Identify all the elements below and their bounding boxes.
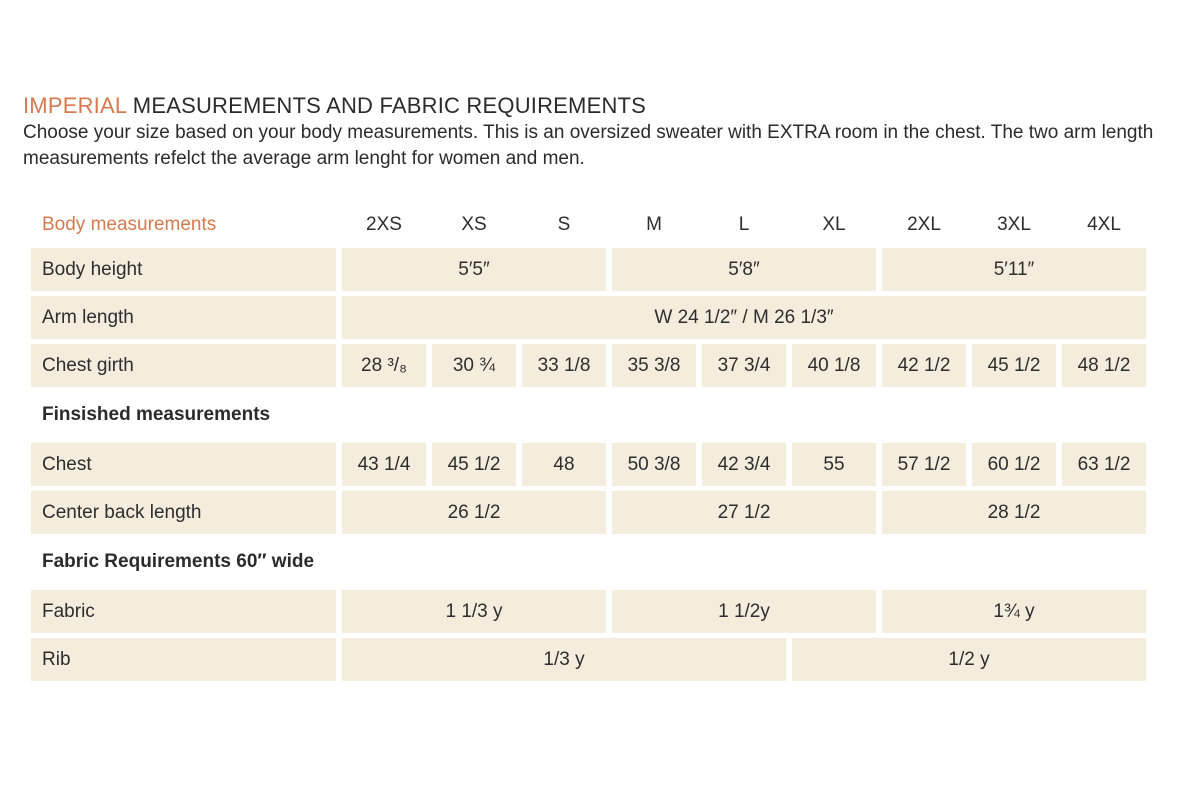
table-cell: W 24 1/2″ / M 26 1/3″: [342, 296, 1146, 339]
table-cell: 37 3/4: [702, 344, 786, 387]
row-label: Chest girth: [31, 344, 336, 387]
table-cell: 55: [792, 443, 876, 486]
page-title: [23, 93, 1183, 119]
row-label: Arm length: [31, 296, 336, 339]
table-row: [31, 443, 1146, 486]
table-cell: 1/3 y: [342, 638, 786, 681]
table-cell: 30 ¾: [432, 344, 516, 387]
table-cell: 28 ³/₈: [342, 344, 426, 387]
table-cell: 5′11″: [882, 248, 1146, 291]
row-label: Body height: [31, 248, 336, 291]
table-cell: 5′5″: [342, 248, 606, 291]
table-cell: 1/2 y: [792, 638, 1146, 681]
table-cell: 57 1/2: [882, 443, 966, 486]
finished-measurements-heading: Finsished measurements: [42, 404, 271, 425]
table-cell: 50 3/8: [612, 443, 696, 486]
table-cell: 33 1/8: [522, 344, 606, 387]
table-row: [31, 491, 1146, 534]
section-row: [31, 392, 1146, 438]
table-cell: 42 3/4: [702, 443, 786, 486]
title-accent: IMPERIAL: [23, 93, 127, 118]
table-cell: 27 1/2: [612, 491, 876, 534]
table-cell: 40 1/8: [792, 344, 876, 387]
row-label: Fabric: [31, 590, 336, 633]
table-cell: 48: [522, 443, 606, 486]
size-header: 3XL: [997, 214, 1031, 235]
size-header: XS: [461, 214, 487, 235]
table-cell: 1 1/2y: [612, 590, 876, 633]
table-cell: 63 1/2: [1062, 443, 1146, 486]
table-row: [31, 344, 1146, 387]
page-description: Choose your size based on your body measurements. This is an oversized sweater with EXTRA room in the chest. The two arm length measurements refelct the average arm lenght for women and men.: [23, 122, 1154, 169]
table-cell: 42 1/2: [882, 344, 966, 387]
table-row: [31, 296, 1146, 339]
table-cell: 60 1/2: [972, 443, 1056, 486]
table-cell: 48 1/2: [1062, 344, 1146, 387]
size-header: 2XL: [907, 214, 941, 235]
table-cell: 45 1/2: [432, 443, 516, 486]
row-label: Center back length: [31, 491, 336, 534]
table-cell: 1 1/3 y: [342, 590, 606, 633]
header: [23, 93, 1183, 172]
size-header: 4XL: [1087, 214, 1121, 235]
table-cell: 26 1/2: [342, 491, 606, 534]
table-cell: 28 1/2: [882, 491, 1146, 534]
table-row: [31, 590, 1146, 633]
size-header: 2XS: [366, 214, 402, 235]
table-row: [31, 248, 1146, 291]
table-cell: 43 1/4: [342, 443, 426, 486]
row-label: Chest: [31, 443, 336, 486]
title-rest: MEASUREMENTS AND FABRIC REQUIREMENTS: [126, 93, 647, 118]
size-header: L: [738, 214, 750, 235]
size-chart-table: [25, 202, 1152, 686]
size-header: M: [646, 214, 662, 235]
section-row: [31, 539, 1146, 585]
table-cell: 45 1/2: [972, 344, 1056, 387]
fabric-requirements-heading: Fabric Requirements 60″ wide: [42, 551, 315, 572]
body-measurements-heading: Body measurements: [42, 214, 217, 235]
size-header-row: [31, 207, 1146, 243]
table-cell: 35 3/8: [612, 344, 696, 387]
table-cell: 5′8″: [612, 248, 876, 291]
table-row: [31, 638, 1146, 681]
table-cell: 1¾ y: [882, 590, 1146, 633]
size-header: XL: [822, 214, 846, 235]
row-label: Rib: [31, 638, 336, 681]
size-header: S: [557, 214, 571, 235]
